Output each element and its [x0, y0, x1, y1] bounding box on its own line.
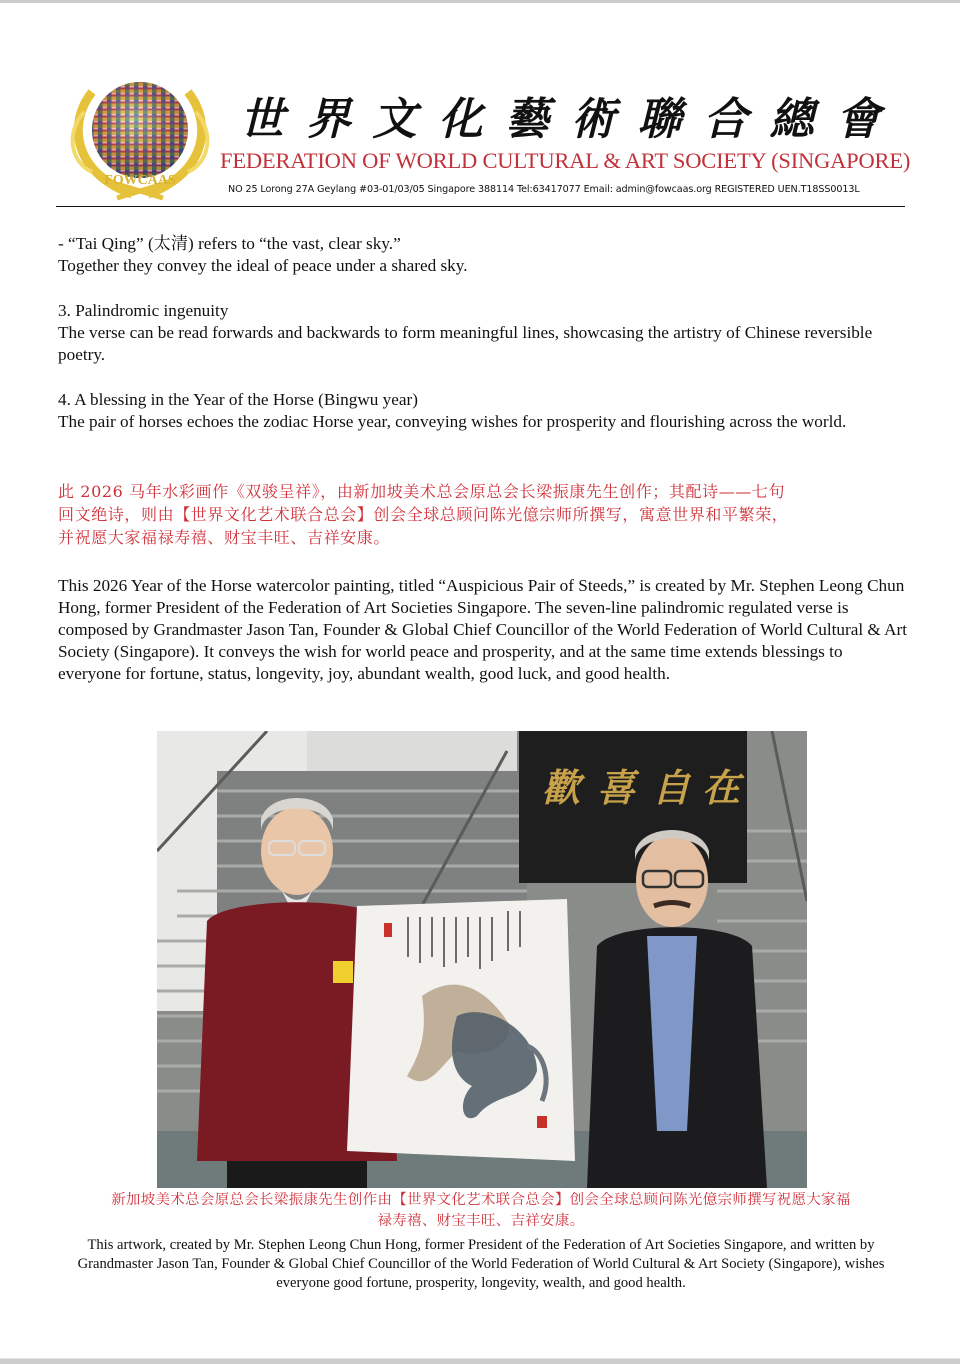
event-photo: [157, 731, 807, 1188]
callig-char: 會: [835, 94, 880, 145]
tai-qing-section: [58, 233, 908, 277]
sign-char: 在: [702, 765, 741, 810]
caption-chinese: [52, 1190, 910, 1232]
zh-line: 并祝愿大家福禄寿禧、财宝丰旺、吉祥安康。: [58, 528, 391, 547]
callig-char: 文: [372, 94, 417, 145]
sign-char: 喜: [597, 765, 636, 810]
chinese-calligraphy-title: [240, 86, 880, 144]
point-4-text: The pair of horses echoes the zodiac Horse year, conveying wishes for prosperity and flourishing across the world.: [58, 412, 847, 431]
zh-line: 此 2026 马年水彩画作《双骏呈祥》，由新加坡美术总会原总会长梁振康先生创作；其配诗——七句: [58, 482, 786, 501]
english-paragraph: [58, 575, 908, 685]
fowcaas-logo: [62, 72, 218, 204]
horse-painting: [347, 899, 575, 1161]
en-paragraph-text: This 2026 Year of the Horse watercolor painting, titled “Auspicious Pair of Steeds,” is created by Mr. Stephen Leong Chun Hong, former President of the Federation of Art Societies Singapore. The seven-line palindromic regulated verse is composed by Grandmaster Jason Tan, Founder & Global Chief Councillor of the World Federation of World Cultural & Art Society (Singapore). It conveys the wish for world peace and prosperity, and at the same time extends blessings to everyone for fortune, status, longevity, joy, abundant wealth, good luck, and good health.: [58, 576, 908, 683]
logo-text: FOWCAAS: [104, 173, 176, 188]
caption-english: This artwork, created by Mr. Stephen Leong Chun Hong, former President of the Federation of Art Societies Singapore, and written by Grandmaster Jason Tan, Founder & Global Chief Councillor of the World Federation of World Cultural & Art Society (Singapore), wishes everyone good fortune, prosperity, longevity, wealth, and good health.: [77, 1237, 885, 1291]
callig-char: 合: [703, 94, 748, 145]
caption-zh-line-2: 禄寿禧、财宝丰旺、吉祥安康。: [377, 1213, 585, 1229]
point-4-title: 4. A blessing in the Year of the Horse (Bingwu year): [58, 390, 418, 409]
point-4-section: [58, 389, 908, 433]
tai-qing-line: - “Tai Qing” (太清) refers to “the vast, clear sky.”: [58, 234, 401, 253]
point-3-title: 3. Palindromic ingenuity: [58, 301, 229, 320]
zh-line: 回文绝诗，则由【世界文化艺术联合总会】创会全球总顾问陈光億宗师所撰写，寓意世界和平繁荣，: [58, 505, 789, 524]
org-address: NO 25 Lorong 27A Geylang #03-01/03/05 Singapore 388114 Tel:63417077 Email: admin@fowcaas.org REGISTERED UEN.T18SS0013L: [228, 184, 860, 195]
point-3-text: The verse can be read forwards and backwards to form meaningful lines, showcasing the artistry of Chinese reversible poetry.: [58, 323, 873, 364]
together-line: Together they convey the ideal of peace under a shared sky.: [58, 256, 468, 275]
sign-char: 歡: [542, 765, 581, 810]
callig-char: 化: [438, 94, 483, 145]
callig-char: 藝: [504, 94, 549, 145]
photo-illustration: [157, 731, 807, 1188]
page-top-border: [0, 0, 960, 3]
callig-char: 總: [769, 94, 814, 145]
callig-char: 世: [240, 94, 284, 145]
callig-char: 術: [571, 94, 616, 145]
sign-char: 自: [652, 765, 691, 810]
callig-char: 聯: [637, 94, 682, 145]
page-bottom-border: [0, 1358, 960, 1364]
chinese-paragraph: [58, 480, 918, 549]
org-name: FEDERATION OF WORLD CULTURAL & ART SOCIETY (SINGAPORE): [220, 148, 911, 173]
point-3-section: [58, 300, 908, 366]
callig-char: 界: [306, 94, 351, 145]
caption-zh-line-1: 新加坡美术总会原总会长梁振康先生创作由【世界文化艺术联合总会】创会全球总顾问陈光億宗师撰写祝愿大家福: [111, 1192, 851, 1208]
header-divider: [56, 206, 905, 207]
